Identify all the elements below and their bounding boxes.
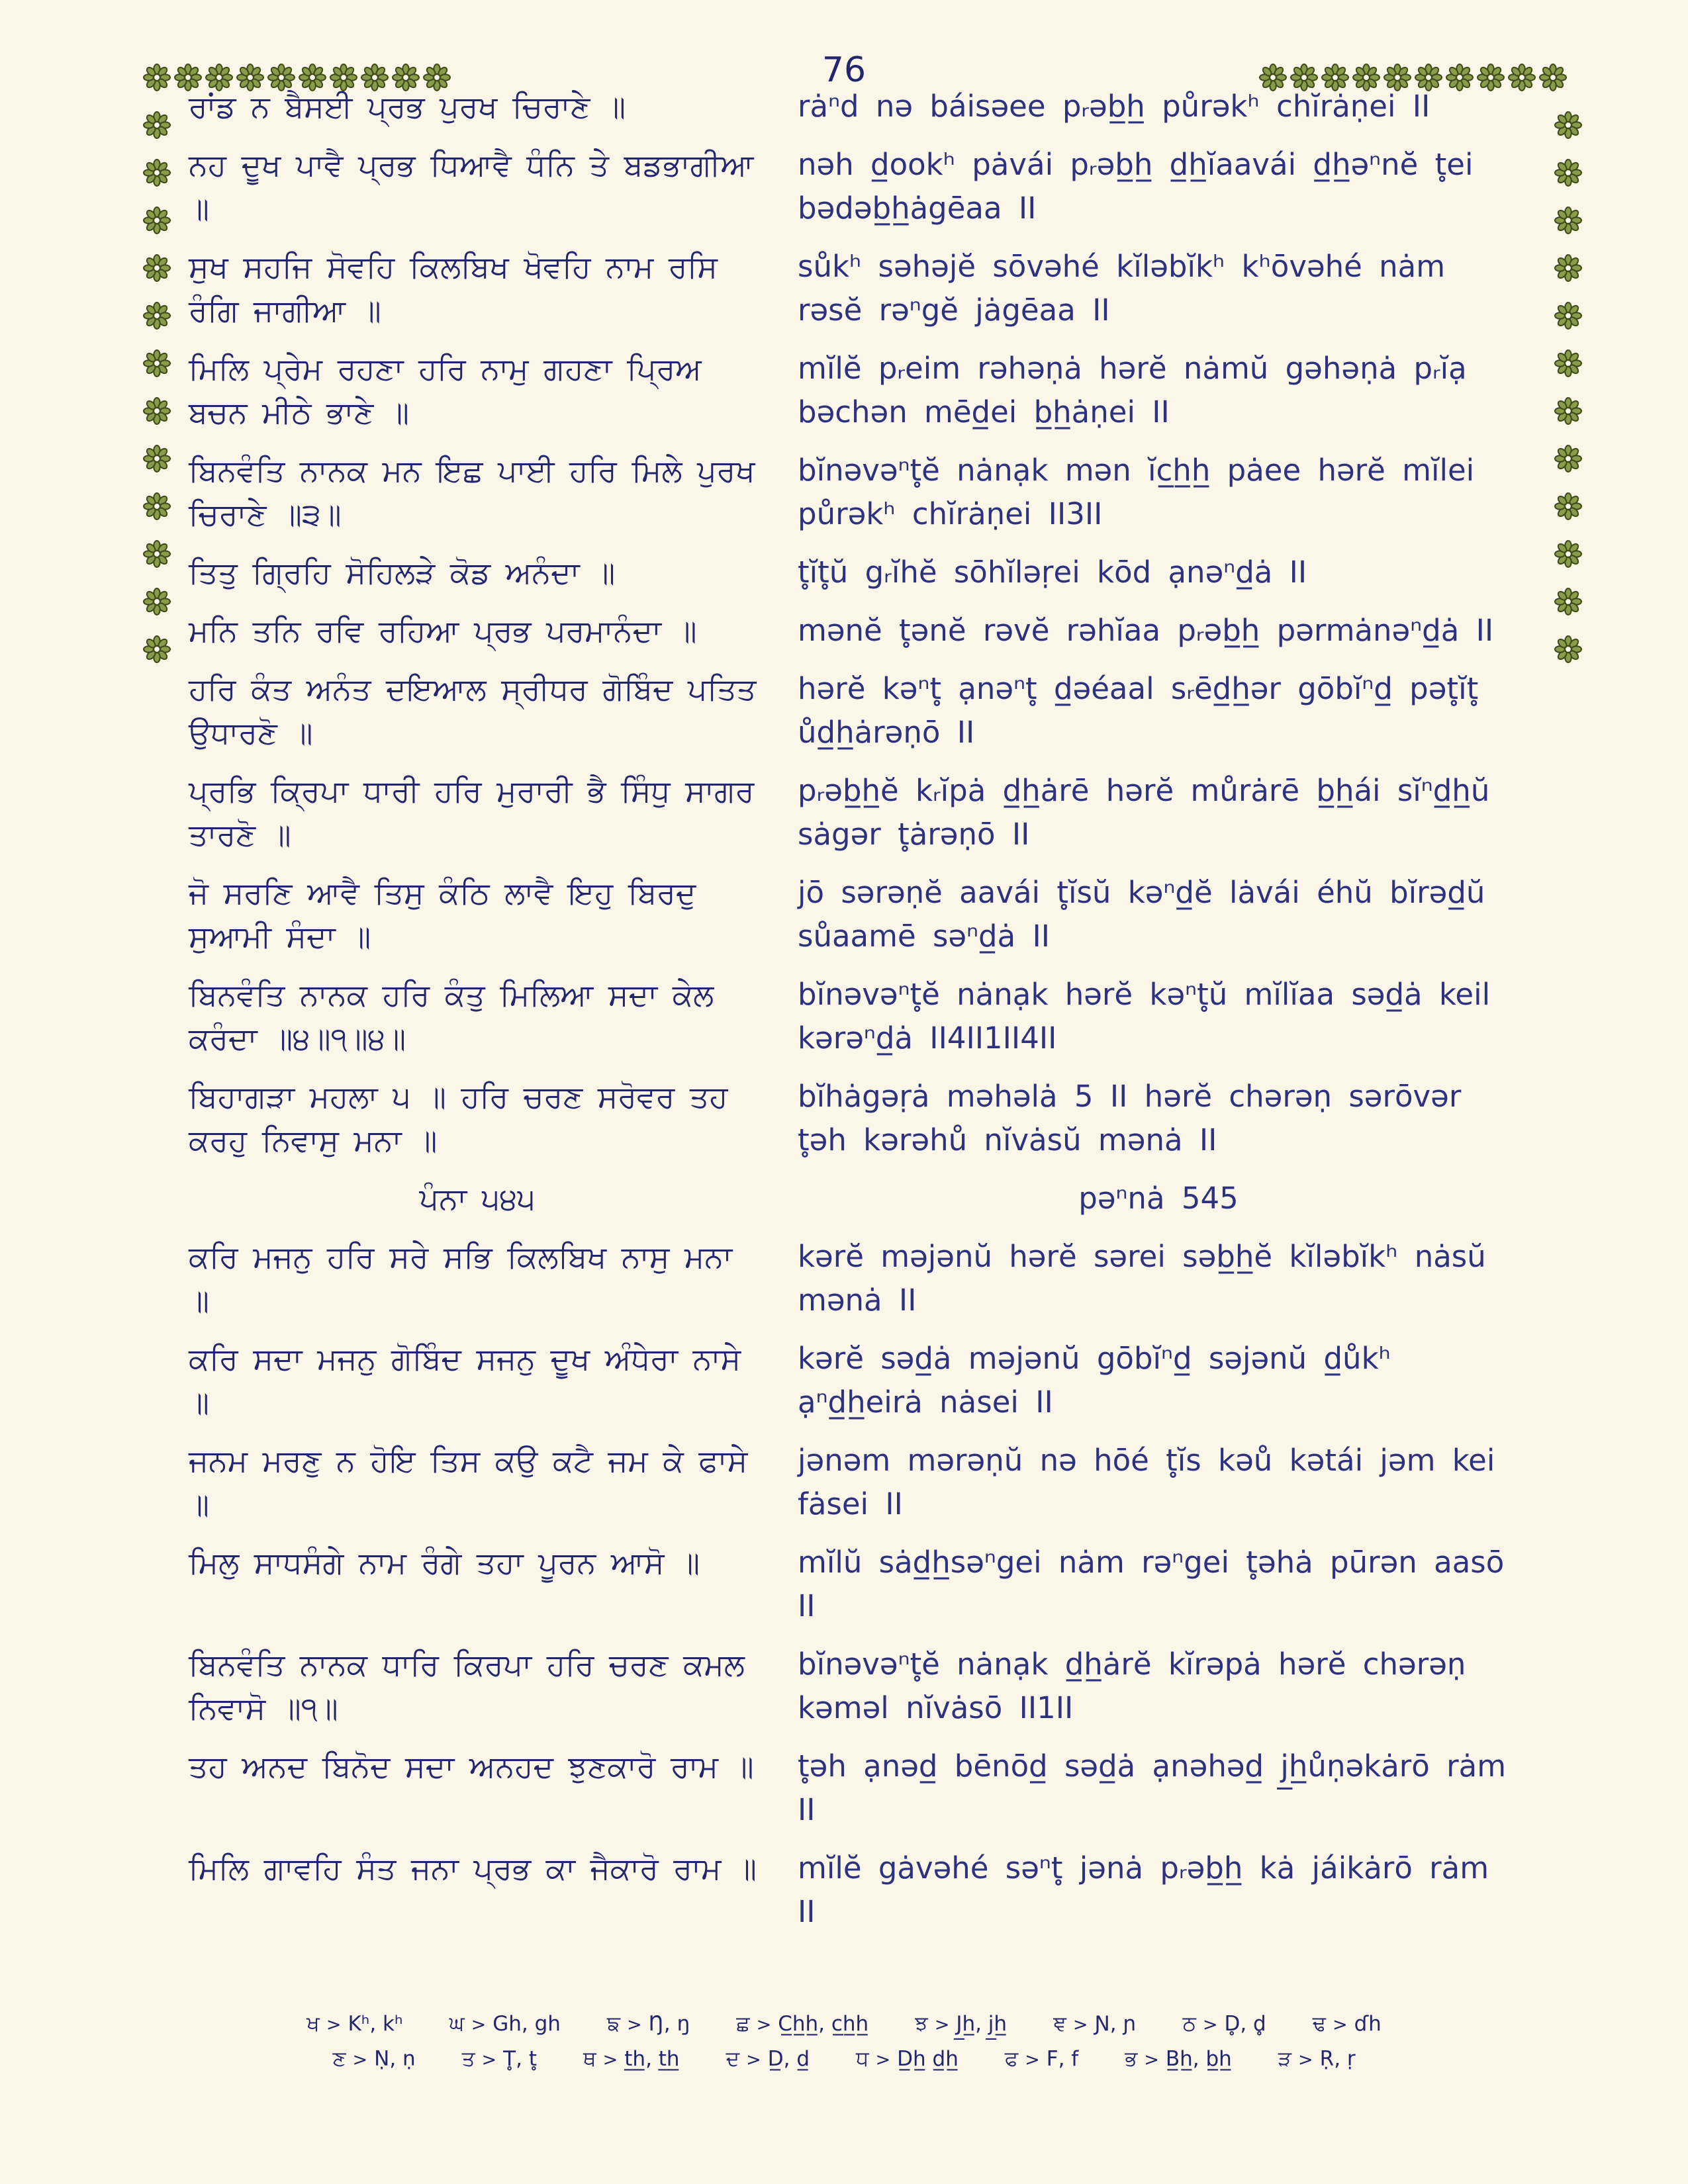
transliteration-text: kərĕ məjənŭ hərĕ sərei səb̲h̲ĕ kĭləbĭkʰ nȧsŭ mənȧ II bbox=[798, 1239, 1486, 1318]
greater-than-symbol: > bbox=[471, 2015, 487, 2035]
gurmukhi-text: ਰਾਂਡ ਨ ਬੈਸਈ ਪ੍ਰਭ ਪੁਰਖ ਚਿਰਾਣੇ ॥ bbox=[189, 89, 626, 124]
flower-icon bbox=[1554, 206, 1582, 234]
verse-row bbox=[189, 347, 1519, 434]
transliteration-text: rȧⁿd nə báisəee pᵣəb̲h̲ půrəkʰ chĭrȧṇei II bbox=[798, 89, 1430, 124]
legend-item bbox=[306, 2012, 402, 2036]
gurmukhi-text: ਮਿਲਿ ਗਾਵਹਿ ਸੰਤ ਜਨਾ ਪ੍ਰਭ ਕਾ ਜੈਕਾਰੋ ਰਾਮ ॥ bbox=[189, 1850, 757, 1886]
flower-icon bbox=[143, 302, 171, 330]
flower-icon bbox=[1554, 540, 1582, 568]
greater-than-symbol: > bbox=[746, 2050, 761, 2070]
gurmukhi-text: ਪ੍ਰਭਿ ਕ੍ਰਿਪਾ ਧਾਰੀ ਹਰਿ ਮੁਰਾਰੀ ਭੈ ਸਿੰਧੁ ਸਾਗਰ ਤਾਰਣੋ ॥ bbox=[189, 773, 755, 852]
legend-roman-value: D̥, d̥ bbox=[1224, 2012, 1266, 2036]
flower-icon bbox=[1554, 254, 1582, 282]
legend-roman-value: F, f bbox=[1046, 2047, 1079, 2071]
gurmukhi-text: ਹਰਿ ਕੰਤ ਅਨੰਤ ਦਇਆਲ ਸ੍ਰੀਧਰ ਗੋਬਿੰਦ ਪਤਿਤ ਉਧਾਰਣੋ ॥ bbox=[189, 671, 757, 751]
legend-item bbox=[1182, 2012, 1266, 2036]
flower-icon bbox=[1554, 588, 1582, 615]
legend-gurmukhi-letter: ੜ bbox=[1278, 2047, 1292, 2071]
gurmukhi-text: ਤਹ ਅਨਦ ਬਿਨੋਦ ਸਦਾ ਅਨਹਦ ਝੁਣਕਾਰੋ ਰਾਮ ॥ bbox=[189, 1749, 754, 1784]
transliteration-text: mĭlĕ pᵣeim rəhəṇȧ hərĕ nȧmŭ gəhəṇȧ pᵣĭạ bəchən mēd̲ei b̲h̲ȧṇei II bbox=[798, 351, 1467, 430]
legend-gurmukhi-letter: ਘ bbox=[449, 2012, 465, 2036]
flower-icon bbox=[143, 445, 171, 473]
legend-gurmukhi-letter: ਫ bbox=[1004, 2047, 1019, 2071]
legend-roman-value: Ɲ, ɲ bbox=[1094, 2012, 1137, 2036]
legend-roman-value: ɗh bbox=[1354, 2012, 1382, 2036]
greater-than-symbol: > bbox=[1332, 2015, 1348, 2035]
verse-row bbox=[189, 1745, 1519, 1832]
transliteration-text: jənəm mərəṇŭ nə hōé t̥ĭs kəů kətái jəm kei fȧsei II bbox=[798, 1443, 1495, 1522]
legend-roman-value: J̲h̲, j̲h̲ bbox=[956, 2012, 1008, 2036]
flower-icon bbox=[143, 206, 171, 234]
legend-item bbox=[1053, 2012, 1136, 2036]
flower-icon bbox=[143, 64, 171, 91]
transliteration-text: t̥əh ạnəd̲ bēnōd̲ səd̲ȧ ạnəhəd̲ j̲h̲ůṇəkȧrō rȧm II bbox=[798, 1749, 1507, 1827]
flower-icon bbox=[1539, 64, 1567, 91]
verse-row bbox=[189, 449, 1519, 536]
greater-than-symbol: > bbox=[1298, 2050, 1313, 2070]
flower-icon bbox=[1554, 159, 1582, 187]
flower-icon bbox=[1554, 588, 1582, 615]
transliteration-text: mĭlŭ sȧd̲h̲səⁿgei nȧm rəⁿgei t̥əhȧ pūrən aasō II bbox=[798, 1545, 1505, 1623]
flower-icon bbox=[143, 159, 171, 187]
flower-icon bbox=[143, 492, 171, 520]
gurmukhi-text: ਮਨਿ ਤਨਿ ਰਵਿ ਰਹਿਆ ਪ੍ਰਭ ਪਰਮਾਨੰਦਾ ॥ bbox=[189, 613, 697, 649]
flower-icon bbox=[1554, 349, 1582, 377]
legend-gurmukhi-letter: ਞ bbox=[1053, 2012, 1066, 2036]
flower-icon bbox=[143, 540, 171, 568]
flower-icon bbox=[143, 111, 171, 139]
gurmukhi-text: ਬਿਨਵੰਤਿ ਨਾਨਕ ਮਨ ਇਛ ਪਾਈ ਹਰਿ ਮਿਲੇ ਪੁਰਖ ਚਿਰਾਣੇ ॥੩॥ bbox=[189, 453, 755, 532]
legend-item bbox=[607, 2012, 690, 2036]
flower-icon bbox=[143, 635, 171, 663]
flower-icon bbox=[1554, 635, 1582, 663]
legend-gurmukhi-letter: ਛ bbox=[736, 2012, 750, 2036]
greater-than-symbol: > bbox=[1202, 2015, 1218, 2035]
gurmukhi-text: ਮਿਲਿ ਪ੍ਰੇਮ ਰਹਣਾ ਹਰਿ ਨਾਮੁ ਗਹਣਾ ਪ੍ਰਿਅ ਬਚਨ ਮੀਠੇ ਭਾਣੇ ॥ bbox=[189, 351, 702, 430]
gurmukhi-text: ਬਿਨਵੰਤਿ ਨਾਨਕ ਧਾਰਿ ਕਿਰਪਾ ਹਰਿ ਚਰਣ ਕਮਲ ਨਿਵਾਸੋ ॥੧॥ bbox=[189, 1647, 745, 1726]
flower-icon bbox=[143, 349, 171, 377]
transliteration-text: jō sərəṇĕ aavái t̥ĭsŭ kəⁿd̲ĕ lȧvái éhŭ bĭrəd̲ŭ sůaamē səⁿd̲ȧ II bbox=[798, 875, 1485, 954]
verse-row bbox=[189, 143, 1519, 230]
verse-row bbox=[189, 1846, 1519, 1934]
legend-gurmukhi-letter: ਠ bbox=[1182, 2012, 1196, 2036]
greater-than-symbol: > bbox=[602, 2050, 618, 2070]
transliteration-text: mənĕ t̥ənĕ rəvĕ rəhĭaa pᵣəb̲h̲ pərmȧnəⁿd̲ȧ II bbox=[798, 613, 1494, 648]
legend-gurmukhi-letter: ਧ bbox=[856, 2047, 869, 2071]
verse-row bbox=[189, 973, 1519, 1060]
verse-row bbox=[189, 1439, 1519, 1526]
transliteration-text: bĭhȧgəṛȧ məhəlȧ 5 II hərĕ chərəṇ sərōvər t̥əh kərəhů nĭvȧsŭ mənȧ II bbox=[798, 1079, 1462, 1158]
greater-than-symbol: > bbox=[934, 2015, 950, 2035]
flower-icon bbox=[143, 206, 171, 234]
flower-icon bbox=[143, 254, 171, 282]
legend-gurmukhi-letter: ਤ bbox=[461, 2047, 475, 2071]
verse-row bbox=[189, 1541, 1519, 1628]
flower-icon bbox=[1554, 206, 1582, 234]
flower-icon bbox=[143, 397, 171, 425]
legend-item bbox=[449, 2012, 561, 2036]
transliteration-text: sůkʰ səhəjĕ sōvəhé kĭləbĭkʰ kʰōvəhé nȧm rəsĕ rəⁿgĕ jȧgēaa II bbox=[798, 249, 1446, 328]
transliteration-key bbox=[0, 2012, 1688, 2071]
greater-than-symbol: > bbox=[1025, 2050, 1040, 2070]
legend-gurmukhi-letter: ਝ bbox=[915, 2012, 928, 2036]
greater-than-symbol: > bbox=[627, 2015, 642, 2035]
flower-icon bbox=[143, 588, 171, 615]
legend-item bbox=[736, 2012, 868, 2036]
transliteration-text: pəⁿnȧ 545 bbox=[1078, 1181, 1239, 1216]
gurmukhi-text: ਜੋ ਸਰਣਿ ਆਵੈ ਤਿਸੁ ਕੰਠਿ ਲਾਵੈ ਇਹੁ ਬਿਰਦੁ ਸੁਆਮੀ ਸੰਦਾ ॥ bbox=[189, 875, 696, 954]
legend-item bbox=[726, 2047, 810, 2071]
legend-roman-value: t̲h̲, t̲h̲ bbox=[624, 2047, 680, 2071]
greater-than-symbol: > bbox=[1144, 2050, 1159, 2070]
flower-icon bbox=[1554, 635, 1582, 663]
flower-icon bbox=[1554, 302, 1582, 330]
flower-icon bbox=[1554, 540, 1582, 568]
flower-icon bbox=[1554, 397, 1582, 425]
gurmukhi-text: ਬਿਨਵੰਤਿ ਨਾਨਕ ਹਰਿ ਕੰਤੁ ਮਿਲਿਆ ਸਦਾ ਕੇਲ ਕਰੰਦਾ ॥੪॥੧॥੪॥ bbox=[189, 977, 714, 1056]
flower-icon bbox=[1554, 302, 1582, 330]
legend-roman-value: B̲h̲, b̲h̲ bbox=[1165, 2047, 1232, 2071]
flower-icon bbox=[143, 588, 171, 615]
flower-icon bbox=[143, 302, 171, 330]
verse-row bbox=[189, 1075, 1519, 1162]
legend-item bbox=[1125, 2047, 1232, 2071]
verse-columns bbox=[189, 85, 1519, 1948]
transliteration-text: mĭlĕ gȧvəhé səⁿt̥ jənȧ pᵣəb̲h̲ kȧ jáikȧrō rȧm II bbox=[798, 1850, 1489, 1929]
transliteration-text: bĭnəvəⁿt̥ĕ nȧnạk d̲h̲ȧrĕ kĭrəpȧ hərĕ chərəṇ kəməl nĭvȧsō II1II bbox=[798, 1647, 1466, 1725]
flower-icon bbox=[143, 397, 171, 425]
flower-icon bbox=[1554, 159, 1582, 187]
legend-gurmukhi-letter: ਙ bbox=[606, 2012, 621, 2036]
flower-icon bbox=[1554, 492, 1582, 520]
verse-row bbox=[189, 609, 1519, 653]
flower-icon bbox=[143, 445, 171, 473]
legend-row bbox=[306, 2012, 1382, 2036]
transliteration-text: bĭnəvəⁿt̥ĕ nȧnạk hərĕ kəⁿt̥ŭ mĭlĭaa səd̲ȧ keil kərəⁿd̲ȧ II4II1II4II bbox=[798, 977, 1491, 1056]
legend-gurmukhi-letter: ਣ bbox=[332, 2047, 346, 2071]
flower-icon bbox=[143, 540, 171, 568]
verse-row bbox=[189, 1337, 1519, 1424]
gurmukhi-text: ਤਿਤੁ ਗ੍ਰਿਹਿ ਸੋਹਿਲੜੇ ਕੋਡ ਅਨੰਦਾ ॥ bbox=[189, 555, 616, 590]
gurmukhi-text: ਜਨਮ ਮਰਣੁ ਨ ਹੋਇ ਤਿਸ ਕਉ ਕਟੈ ਜਮ ਕੇ ਫਾਸੇ ॥ bbox=[189, 1443, 748, 1522]
legend-roman-value: Ṇ, ṇ bbox=[374, 2047, 416, 2071]
flower-icon bbox=[1554, 445, 1582, 473]
legend-gurmukhi-letter: ਢ bbox=[1312, 2012, 1326, 2036]
greater-than-symbol: > bbox=[1072, 2015, 1088, 2035]
verse-row bbox=[189, 1177, 1519, 1220]
legend-item bbox=[462, 2047, 537, 2071]
verse-row bbox=[189, 551, 1519, 594]
verse-row bbox=[189, 1235, 1519, 1322]
flower-icon bbox=[1554, 445, 1582, 473]
transliteration-text: pᵣəb̲h̲ĕ kᵣĭpȧ d̲h̲ȧrē hərĕ můrȧrē b̲h̲ái sĭⁿd̲h̲ŭ sȧgər t̥ȧrəṇō II bbox=[798, 773, 1490, 852]
legend-row bbox=[332, 2047, 1355, 2071]
gurmukhi-text: ਕਰਿ ਸਦਾ ਮਜਨੁ ਗੋਬਿੰਦ ਸਜਨੁ ਦੂਖ ਅੰਧੇਰਾ ਨਾਸੇ ॥ bbox=[189, 1341, 741, 1420]
greater-than-symbol: > bbox=[481, 2050, 497, 2070]
flower-icon bbox=[1554, 111, 1582, 139]
transliteration-text: bĭnəvəⁿt̥ĕ nȧnạk mən ĭc̲h̲h̲ pȧee hərĕ mĭlei půrəkʰ chĭrȧṇei II3II bbox=[798, 453, 1475, 531]
verse-row bbox=[189, 85, 1519, 128]
transliteration-text: kərĕ səd̲ȧ məjənŭ gōbĭⁿd̲ səjənŭ d̲ůkʰ ạⁿd̲h̲eirȧ nȧsei II bbox=[798, 1341, 1391, 1420]
flower-icon bbox=[143, 635, 171, 663]
verse-row bbox=[189, 871, 1519, 958]
gurmukhi-text: ਮਿਲੁ ਸਾਧਸੰਗੇ ਨਾਮ ਰੰਗੇ ਤਹਾ ਪੂਰਨ ਆਸੋ ॥ bbox=[189, 1545, 700, 1580]
gurmukhi-text: ਬਿਹਾਗੜਾ ਮਹਲਾ ੫ ॥ ਹਰਿ ਚਰਣ ਸਰੋਵਰ ਤਹ ਕਰਹੁ ਨਿਵਾਸੁ ਮਨਾ ॥ bbox=[189, 1079, 728, 1158]
flower-icon bbox=[1539, 64, 1567, 91]
page-number: 76 bbox=[821, 50, 867, 90]
legend-gurmukhi-letter: ਖ bbox=[306, 2012, 320, 2036]
legend-gurmukhi-letter: ਥ bbox=[583, 2047, 596, 2071]
transliteration-text: nəh d̲ookʰ pȧvái pᵣəb̲h̲ d̲h̲ĭaavái d̲h̲əⁿnĕ t̥ei bədəb̲h̲ȧgēaa II bbox=[798, 147, 1474, 226]
verse-row bbox=[189, 1643, 1519, 1730]
verse-row bbox=[189, 667, 1519, 754]
flower-icon bbox=[1554, 349, 1582, 377]
flower-icon bbox=[1554, 254, 1582, 282]
legend-gurmukhi-letter: ਦ bbox=[726, 2047, 740, 2071]
flower-icon bbox=[143, 349, 171, 377]
legend-item bbox=[1313, 2012, 1382, 2036]
legend-roman-value: Kʰ, kʰ bbox=[348, 2012, 403, 2036]
legend-roman-value: D̲, d̲ bbox=[767, 2047, 810, 2071]
flower-icon bbox=[143, 492, 171, 520]
verse-row bbox=[189, 245, 1519, 332]
gurmukhi-text: ਸੁਖ ਸਹਜਿ ਸੋਵਹਿ ਕਿਲਬਿਖ ਖੋਵਹਿ ਨਾਮ ਰਸਿ ਰੰਗਿ ਜਾਗੀਆ ॥ bbox=[189, 249, 718, 328]
greater-than-symbol: > bbox=[875, 2050, 891, 2070]
legend-item bbox=[332, 2047, 415, 2071]
legend-roman-value: Ṛ, ṛ bbox=[1319, 2047, 1356, 2071]
legend-roman-value: Ŋ, ŋ bbox=[648, 2012, 690, 2036]
greater-than-symbol: > bbox=[756, 2015, 772, 2035]
flower-icon bbox=[143, 64, 171, 91]
legend-item bbox=[1005, 2047, 1078, 2071]
flower-icon bbox=[143, 111, 171, 139]
legend-roman-value: D̲h̲ d̲h̲ bbox=[897, 2047, 959, 2071]
legend-item bbox=[583, 2047, 680, 2071]
legend-item bbox=[915, 2012, 1007, 2036]
gurmukhi-text: ਨਹ ਦੂਖ ਪਾਵੈ ਪ੍ਰਭ ਧਿਆਵੈ ਧੰਨਿ ਤੇ ਬਡਭਾਗੀਆ ॥ bbox=[189, 147, 754, 226]
flower-icon bbox=[143, 159, 171, 187]
flower-icon bbox=[1554, 111, 1582, 139]
flower-icon bbox=[1554, 397, 1582, 425]
legend-item bbox=[856, 2047, 959, 2071]
verse-row bbox=[189, 769, 1519, 856]
legend-roman-value: T̥, t̥ bbox=[503, 2047, 537, 2071]
transliteration-text: t̥ĭt̥ŭ gᵣĭhĕ sōhĭləṛei kōd ạnəⁿd̲ȧ II bbox=[798, 555, 1307, 590]
greater-than-symbol: > bbox=[352, 2050, 368, 2070]
legend-gurmukhi-letter: ਭ bbox=[1125, 2047, 1138, 2071]
greater-than-symbol: > bbox=[326, 2015, 342, 2035]
flower-icon bbox=[143, 254, 171, 282]
transliteration-text: hərĕ kəⁿt̥ ạnəⁿt̥ d̲əéaal sᵣēd̲h̲ər gōbĭⁿd̲ pət̥ĭt̥ ůd̲h̲ȧrəṇō II bbox=[798, 671, 1479, 750]
gurmukhi-text: ਕਰਿ ਮਜਨੁ ਹਰਿ ਸਰੇ ਸਭਿ ਕਿਲਬਿਖ ਨਾਸੁ ਮਨਾ ॥ bbox=[189, 1239, 733, 1318]
legend-item bbox=[1278, 2047, 1356, 2071]
legend-roman-value: Gh, gh bbox=[492, 2012, 561, 2036]
flower-icon bbox=[1554, 492, 1582, 520]
legend-roman-value: C̲h̲h̲, c̲h̲h̲ bbox=[778, 2012, 869, 2036]
gurmukhi-text: ਪੰਨਾ ੫੪੫ bbox=[419, 1181, 536, 1216]
